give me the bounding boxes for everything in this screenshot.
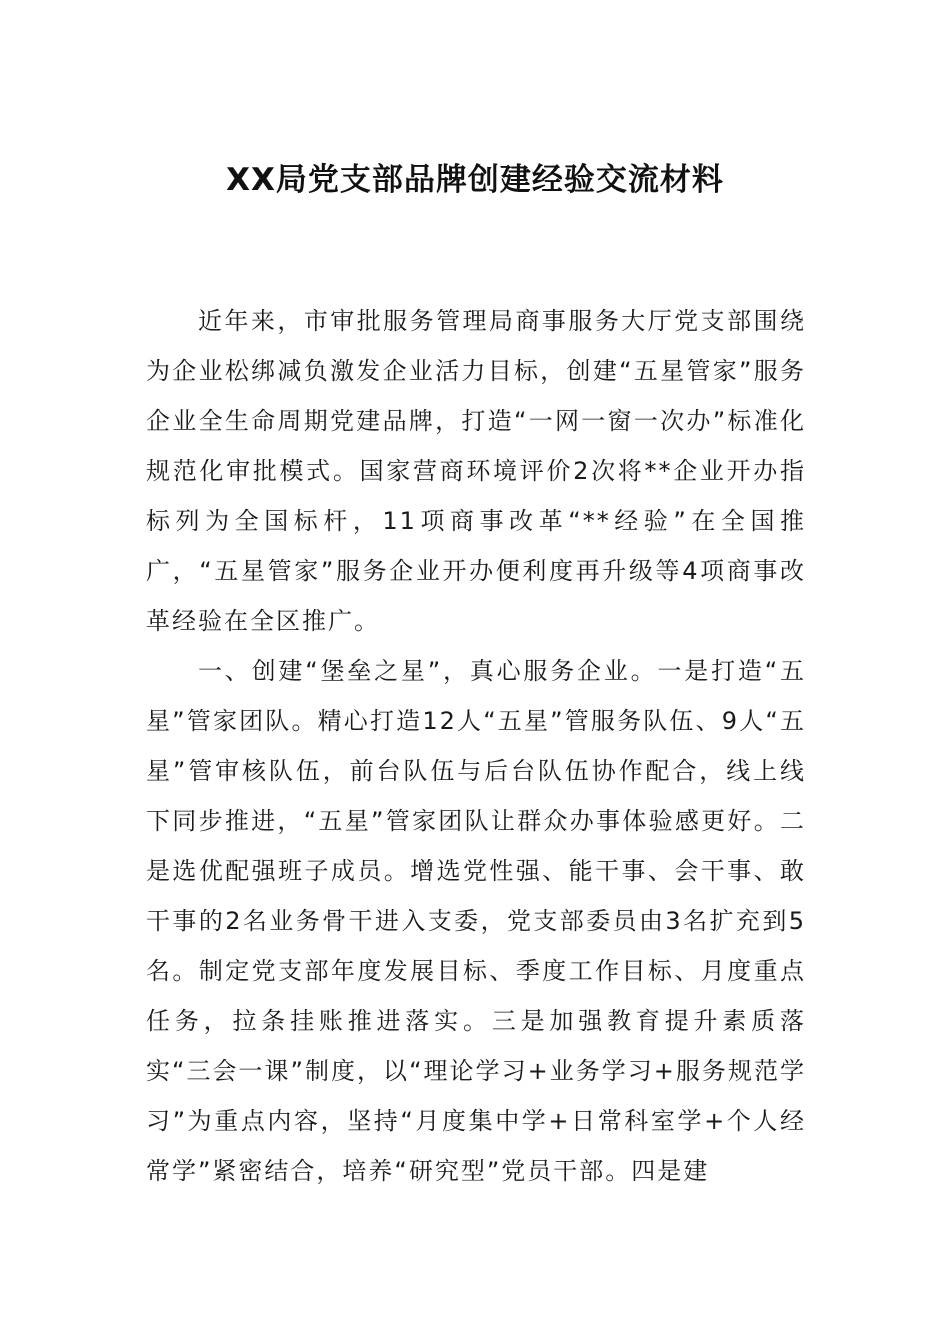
document-body xyxy=(146,296,806,1196)
document-title: XX局党支部品牌创建经验交流材料 xyxy=(226,162,724,198)
intro-paragraph: 近年来，市审批服务管理局商事服务大厅党支部围绕为企业松绑减负激发企业活力目标，创建“五星管家”服务企业全生命周期党建品牌，打造“一网一窗一次办”标准化规范化审批模式。国家营商环境评价2次将**企业开办指标列为全国标杆，11项商事改革“**经验”在全国推广，“五星管家”服务企业开办便利度再升级等4项商事改革经验在全区推广。 xyxy=(146,307,806,635)
section-one-paragraph: 一、创建“堡垒之星”，真心服务企业。一是打造“五星”管家团队。精心打造12人“五星”管服务队伍、9人“五星”管审核队伍，前台队伍与后台队伍协作配合，线上线下同步推进，“五星”管家团队让群众办事体验感更好。二是选优配强班子成员。增选党性强、能干事、会干事、敢干事的2名业务骨干进入支委，党支部委员由3名扩充到5名。制定党支部年度发展目标、季度工作目标、月度重点任务，拉条挂账推进落实。三是加强教育提升素质落实“三会一课”制度，以“理论学习+业务学习+服务规范学习”为重点内容，坚持“月度集中学+日常科室学+个人经常学”紧密结合，培养“研究型”党员干部。四是建 xyxy=(146,657,806,1185)
